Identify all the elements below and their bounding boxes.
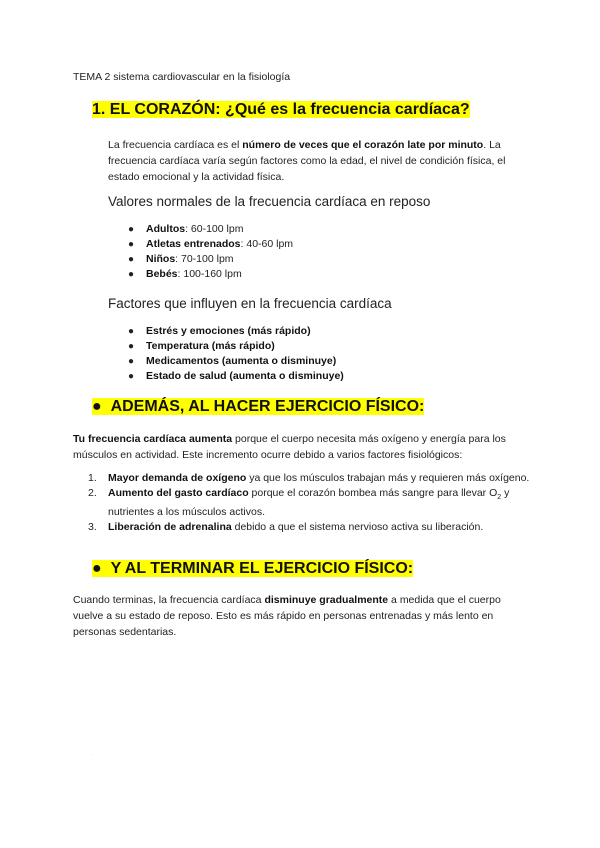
heading-exercise-text: ADEMÁS, AL HACER EJERCICIO FÍSICO: <box>110 398 425 415</box>
heading-after <box>92 560 413 578</box>
list-item <box>128 222 293 237</box>
after-paragraph <box>73 592 533 640</box>
after-pre: Cuando terminas, la frecuencia cardíaca <box>73 594 265 606</box>
item-text: porque el corazón bombea más sangre para llevar O <box>248 487 498 499</box>
value-text: : 60-100 lpm <box>185 223 244 235</box>
list-item <box>88 486 538 520</box>
list-item <box>128 339 344 354</box>
heading-after-text: Y AL TERMINAR EL EJERCICIO FÍSICO: <box>110 560 414 577</box>
list-item <box>88 471 538 486</box>
heart-intro-post: . La frecuencia cardíaca varía según factores como la edad, el nivel de condición física, el estado emocional y la actividad física. <box>108 139 506 183</box>
value-text: : 100-160 lpm <box>177 268 242 280</box>
bullet-icon: ● <box>128 254 135 265</box>
value-text: : 40-60 lpm <box>240 238 294 250</box>
stray-mark: · <box>90 752 92 758</box>
document-title: TEMA 2 sistema cardiovascular en la fisiología <box>73 71 291 83</box>
item-subscript: 2 <box>497 494 502 502</box>
factor-text: Estado de salud (aumenta o disminuye) <box>146 370 344 382</box>
bullet-icon: ● <box>128 371 135 382</box>
heading-exercise <box>92 398 424 416</box>
heart-intro-paragraph <box>108 137 538 185</box>
after-post: a medida que el cuerpo vuelve a su estado de reposo. Esto es más rápido en personas entrenadas y más lento en personas sedentarias. <box>73 594 501 638</box>
value-label: Adultos <box>146 223 186 235</box>
factor-text: Temperatura (más rápido) <box>146 340 275 352</box>
item-bold: Mayor demanda de oxígeno <box>108 472 247 484</box>
exercise-intro-bold: Tu frecuencia cardíaca aumenta <box>73 433 233 445</box>
list-item <box>88 520 538 535</box>
item-number: 2. <box>88 487 97 499</box>
bullet-icon: ● <box>128 224 135 235</box>
factor-text: Estrés y emociones (más rápido) <box>146 325 311 337</box>
list-item <box>128 237 293 252</box>
value-label: Bebés <box>146 268 178 280</box>
item-number: 1. <box>88 472 97 484</box>
factors-heading: Factores que influyen en la frecuencia cardíaca <box>108 296 392 311</box>
factors-list <box>128 324 344 384</box>
exercise-factors-list <box>88 471 538 535</box>
list-item <box>128 369 344 384</box>
list-item <box>128 252 293 267</box>
normal-values-heading: Valores normales de la frecuencia cardíaca en reposo <box>108 194 431 209</box>
item-text-cont: y nutrientes a los músculos activos. <box>108 487 510 519</box>
exercise-intro-paragraph <box>73 431 533 463</box>
exercise-intro-post: porque el cuerpo necesita más oxígeno y energía para los músculos en actividad. Este incremento ocurre debido a varios factores fisiológicos: <box>73 433 506 461</box>
after-bold: disminuye gradualmente <box>264 594 389 606</box>
heading-heart-text: 1. EL CORAZÓN: ¿Qué es la frecuencia cardíaca? <box>92 101 470 118</box>
normal-values-list <box>128 222 293 282</box>
item-bold: Aumento del gasto cardíaco <box>108 487 249 499</box>
heading-bullet-icon: ● <box>92 398 102 415</box>
factor-text: Medicamentos (aumenta o disminuye) <box>146 355 337 367</box>
item-number: 3. <box>88 521 97 534</box>
heart-intro-bold: número de veces que el corazón late por minuto <box>242 139 484 151</box>
value-text: : 70-100 lpm <box>175 253 234 265</box>
list-item <box>128 267 293 282</box>
bullet-icon: ● <box>128 239 135 250</box>
bullet-icon: ● <box>128 341 135 352</box>
item-text: ya que los músculos trabajan más y requieren más oxígeno. <box>246 472 530 484</box>
value-label: Niños <box>146 253 176 265</box>
heading-after-highlight <box>92 560 413 577</box>
value-label: Atletas entrenados <box>146 238 241 250</box>
heading-bullet-icon: ● <box>92 560 102 577</box>
item-text: debido a que el sistema nervioso activa su liberación. <box>231 521 484 534</box>
bullet-icon: ● <box>128 269 135 280</box>
list-item <box>128 354 344 369</box>
item-bold: Liberación de adrenalina <box>108 521 232 534</box>
heading-exercise-highlight <box>92 398 424 415</box>
bullet-icon: ● <box>128 356 135 367</box>
bullet-icon: ● <box>128 326 135 337</box>
heading-heart <box>92 101 470 119</box>
list-item <box>128 324 344 339</box>
heart-intro-pre: La frecuencia cardíaca es el <box>108 139 243 151</box>
